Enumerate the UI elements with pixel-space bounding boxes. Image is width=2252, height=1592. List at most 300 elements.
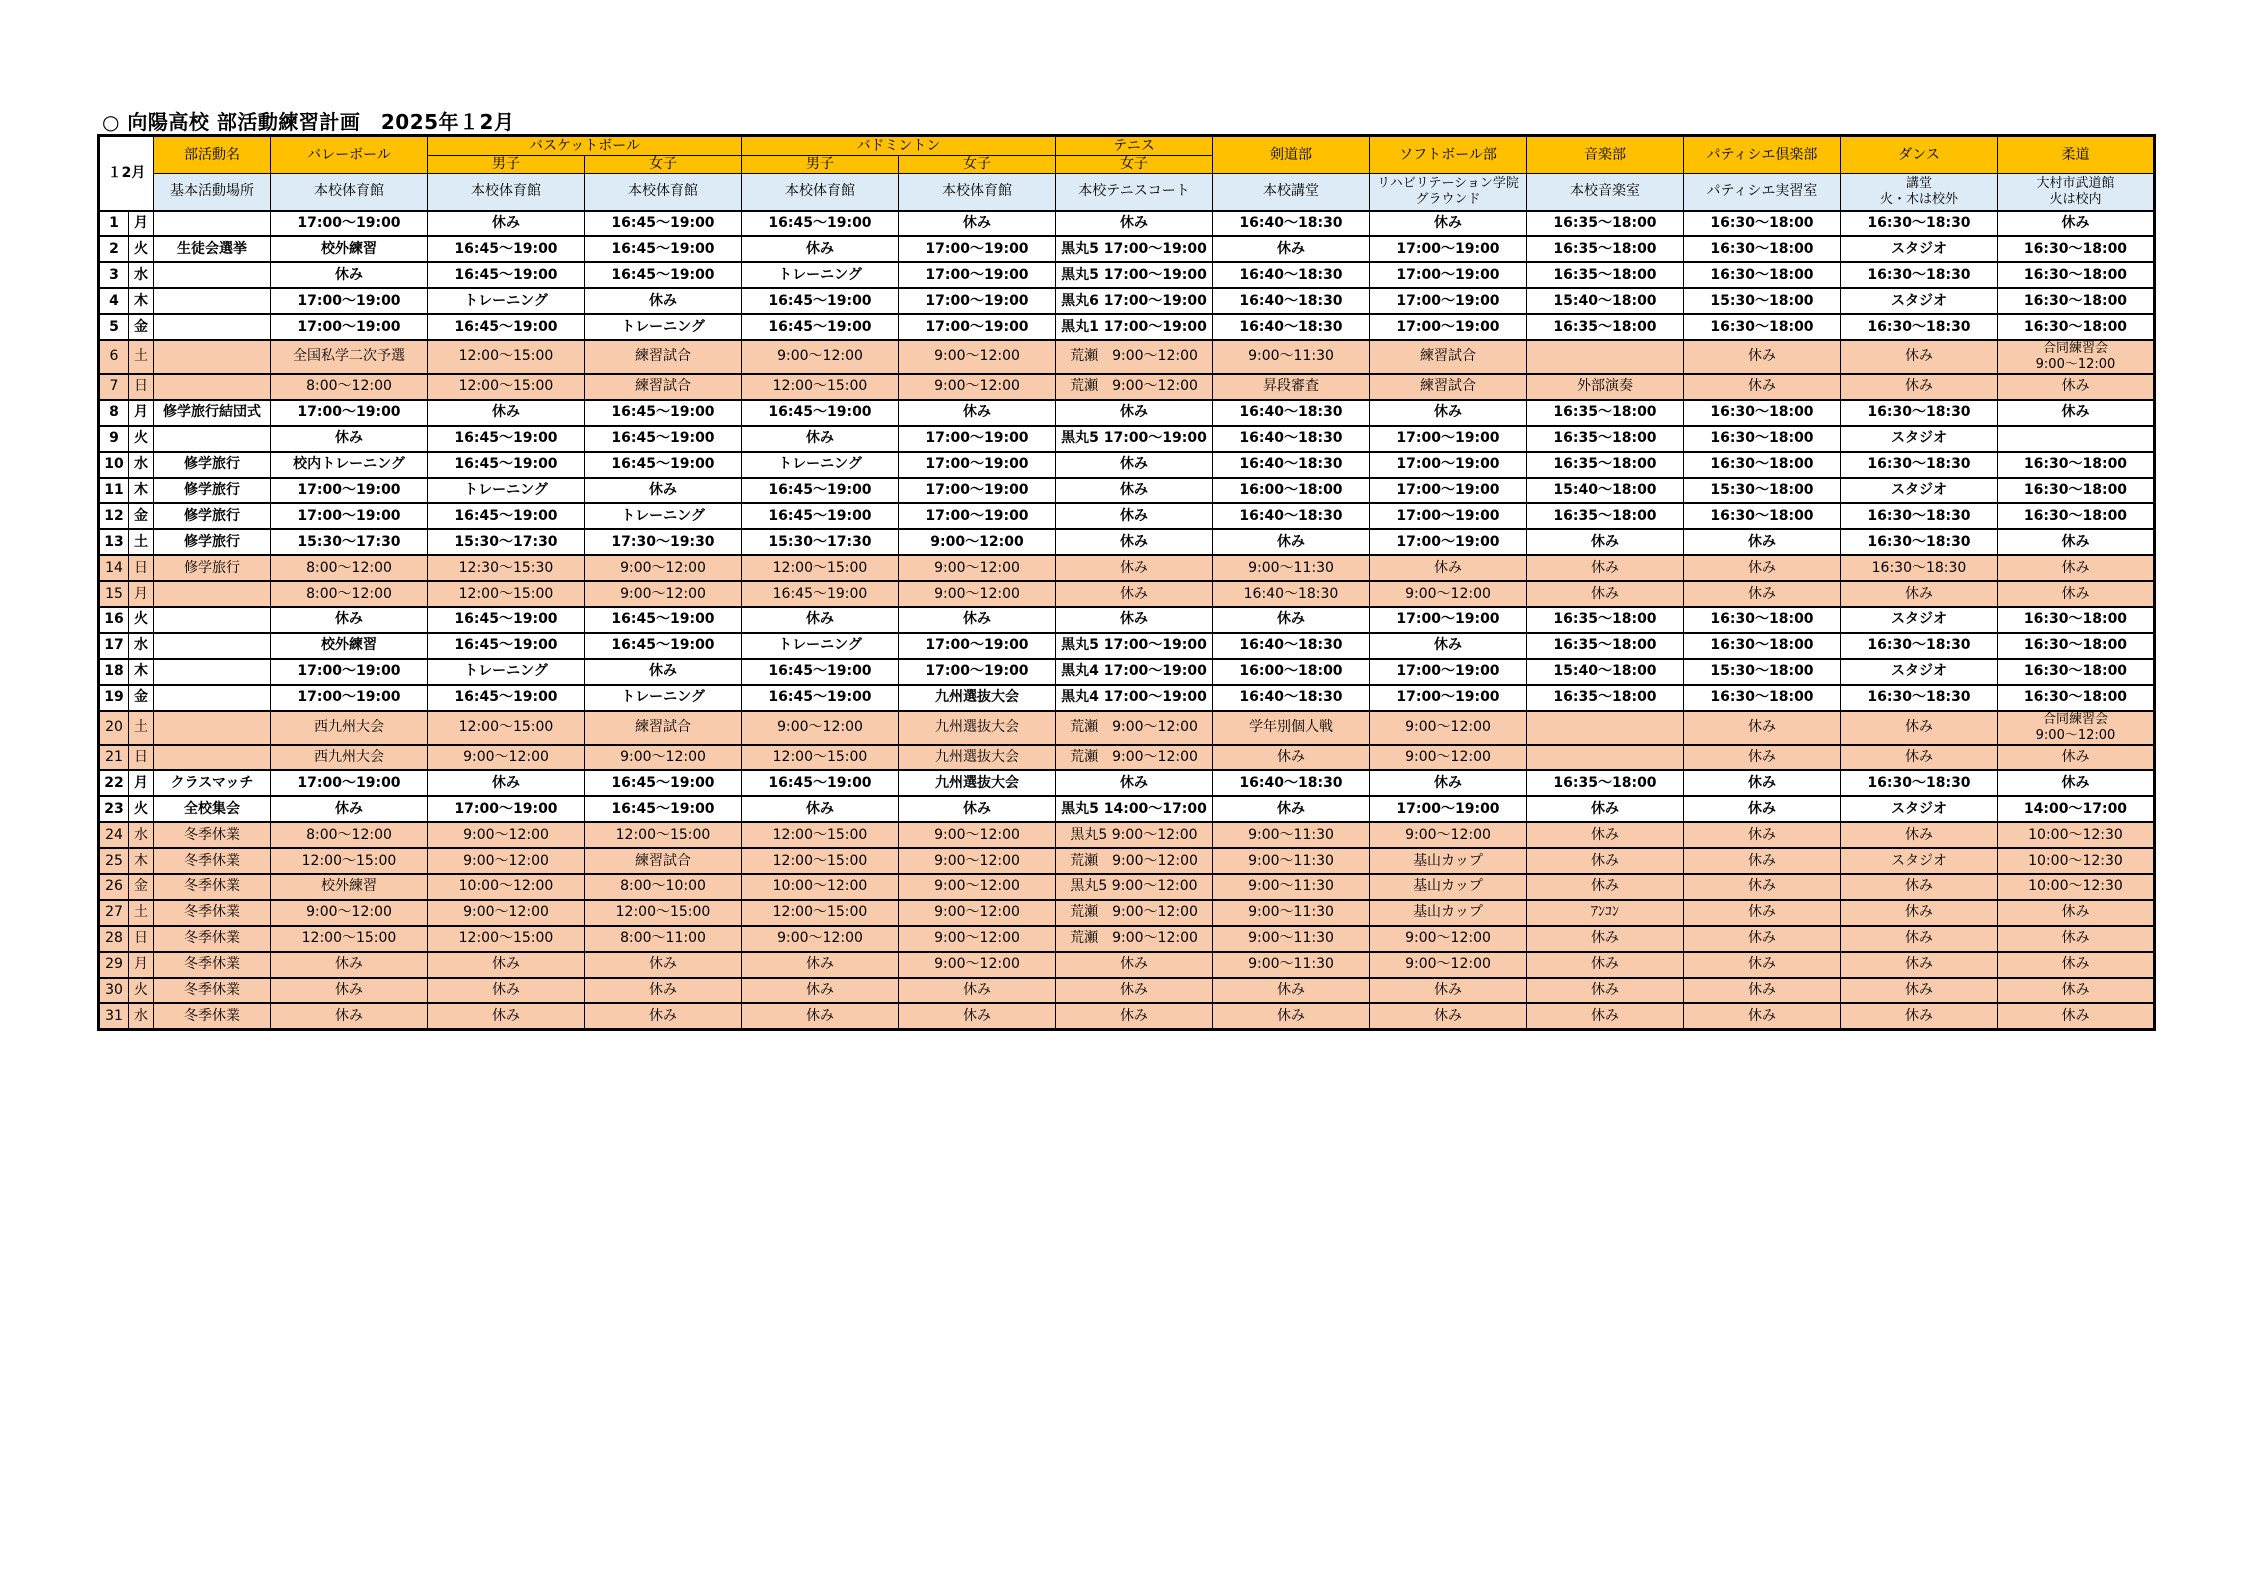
basketball-girls-cell: 16:45～19:00: [585, 211, 742, 237]
softball-cell: 9:00～12:00: [1370, 745, 1527, 771]
place-patissier: パティシエ実習室: [1684, 174, 1841, 211]
day-number: 8: [99, 400, 129, 426]
day-number: 19: [99, 685, 129, 711]
tennis-cell: 休み: [1056, 581, 1213, 607]
school-event: 全校集会: [154, 796, 271, 822]
basketball-boys-cell: 16:45～19:00: [428, 452, 585, 478]
badminton-boys-cell: 12:00～15:00: [742, 900, 899, 926]
table-row: [99, 400, 2155, 426]
patissier-cell: 休み: [1684, 926, 1841, 952]
dance-cell: 16:30～18:30: [1841, 529, 1998, 555]
kendo-cell: 16:40～18:30: [1213, 426, 1370, 452]
table-row: [99, 745, 2155, 771]
volleyball-cell: 校外練習: [271, 633, 428, 659]
music-cell: 16:35～18:00: [1527, 685, 1684, 711]
kendo-cell: 16:40～18:30: [1213, 685, 1370, 711]
judo-cell: 休み: [1998, 926, 2155, 952]
music-cell: 16:35～18:00: [1527, 770, 1684, 796]
volleyball-cell: 17:00～19:00: [271, 314, 428, 340]
weekday: 日: [129, 926, 154, 952]
badminton-girls-cell: 九州選抜大会: [899, 685, 1056, 711]
dance-header: ダンス: [1841, 136, 1998, 174]
badminton-girls-cell: 九州選抜大会: [899, 711, 1056, 745]
music-cell: 休み: [1527, 822, 1684, 848]
music-cell: 16:35～18:00: [1527, 262, 1684, 288]
school-event: 修学旅行結団式: [154, 400, 271, 426]
kendo-cell: 16:00～18:00: [1213, 659, 1370, 685]
day-number: 17: [99, 633, 129, 659]
day-number: 7: [99, 374, 129, 400]
judo-cell: 16:30～18:00: [1998, 452, 2155, 478]
patissier-cell: 16:30～18:00: [1684, 314, 1841, 340]
music-cell: 休み: [1527, 848, 1684, 874]
softball-cell: 休み: [1370, 633, 1527, 659]
basketball-girls-header: 女子: [585, 156, 742, 174]
tennis-cell: 黒丸5 14:00～17:00: [1056, 796, 1213, 822]
patissier-cell: 16:30～18:00: [1684, 633, 1841, 659]
table-row: [99, 314, 2155, 340]
badminton-girls-header: 女子: [899, 156, 1056, 174]
table-row: [99, 659, 2155, 685]
badminton-boys-cell: 12:00～15:00: [742, 848, 899, 874]
table-row: [99, 874, 2155, 900]
basketball-girls-cell: 9:00～12:00: [585, 581, 742, 607]
kendo-cell: 9:00～11:30: [1213, 900, 1370, 926]
badminton-girls-cell: 9:00～12:00: [899, 822, 1056, 848]
basketball-boys-cell: 休み: [428, 211, 585, 237]
kendo-cell: 16:40～18:30: [1213, 262, 1370, 288]
table-row: [99, 952, 2155, 978]
softball-cell: 練習試合: [1370, 340, 1527, 374]
badminton-girls-cell: 9:00～12:00: [899, 926, 1056, 952]
basketball-boys-cell: 9:00～12:00: [428, 900, 585, 926]
basketball-girls-cell: 17:30～19:30: [585, 529, 742, 555]
basketball-boys-cell: 休み: [428, 978, 585, 1004]
place-tennis: 本校テニスコート: [1056, 174, 1213, 211]
badminton-girls-cell: 17:00～19:00: [899, 503, 1056, 529]
badminton-girls-cell: 9:00～12:00: [899, 374, 1056, 400]
judo-cell: 休み: [1998, 529, 2155, 555]
softball-cell: 17:00～19:00: [1370, 452, 1527, 478]
patissier-cell: 休み: [1684, 581, 1841, 607]
weekday: 土: [129, 711, 154, 745]
softball-cell: 17:00～19:00: [1370, 478, 1527, 504]
table-row: [99, 900, 2155, 926]
badminton-boys-header: 男子: [742, 156, 899, 174]
patissier-cell: 16:30～18:00: [1684, 211, 1841, 237]
badminton-girls-cell: 17:00～19:00: [899, 426, 1056, 452]
judo-cell: 10:00～12:30: [1998, 822, 2155, 848]
judo-cell: 休み: [1998, 374, 2155, 400]
badminton-girls-cell: 9:00～12:00: [899, 581, 1056, 607]
dance-cell: 休み: [1841, 711, 1998, 745]
softball-cell: 9:00～12:00: [1370, 952, 1527, 978]
dance-cell: 16:30～18:30: [1841, 770, 1998, 796]
basketball-boys-cell: 16:45～19:00: [428, 262, 585, 288]
patissier-cell: 休み: [1684, 374, 1841, 400]
judo-cell: 休み: [1998, 770, 2155, 796]
badminton-girls-cell: 休み: [899, 400, 1056, 426]
basketball-girls-cell: 練習試合: [585, 711, 742, 745]
badminton-girls-cell: 休み: [899, 978, 1056, 1004]
softball-cell: 基山カップ: [1370, 848, 1527, 874]
weekday: 火: [129, 426, 154, 452]
basketball-girls-cell: 練習試合: [585, 340, 742, 374]
patissier-cell: 休み: [1684, 900, 1841, 926]
patissier-cell: 15:30～18:00: [1684, 478, 1841, 504]
day-number: 24: [99, 822, 129, 848]
weekday: 土: [129, 529, 154, 555]
judo-cell: [1998, 711, 2155, 745]
place-dance: [1841, 174, 1998, 211]
badminton-boys-cell: 9:00～12:00: [742, 711, 899, 745]
place-volleyball: 本校体育館: [271, 174, 428, 211]
school-event: クラスマッチ: [154, 770, 271, 796]
school-event: 冬季休業: [154, 952, 271, 978]
tennis-cell: 休み: [1056, 607, 1213, 633]
table-row: [99, 685, 2155, 711]
music-cell: 休み: [1527, 581, 1684, 607]
badminton-boys-cell: 休み: [742, 952, 899, 978]
judo-cell: 休み: [1998, 211, 2155, 237]
patissier-cell: 休み: [1684, 796, 1841, 822]
kendo-cell: 休み: [1213, 607, 1370, 633]
basketball-boys-cell: 休み: [428, 770, 585, 796]
basketball-boys-cell: 16:45～19:00: [428, 633, 585, 659]
table-row: [99, 822, 2155, 848]
volleyball-cell: 休み: [271, 796, 428, 822]
badminton-boys-cell: 16:45～19:00: [742, 581, 899, 607]
weekday: 水: [129, 262, 154, 288]
tennis-cell: 黒丸5 9:00～12:00: [1056, 822, 1213, 848]
weekday: 金: [129, 503, 154, 529]
weekday: 土: [129, 900, 154, 926]
place-label: 基本活動場所: [154, 174, 271, 211]
music-cell: 15:40～18:00: [1527, 288, 1684, 314]
tennis-cell: 休み: [1056, 555, 1213, 581]
judo-cell: [1998, 340, 2155, 374]
badminton-girls-cell: 17:00～19:00: [899, 262, 1056, 288]
softball-cell: 基山カップ: [1370, 900, 1527, 926]
badminton-boys-cell: 16:45～19:00: [742, 478, 899, 504]
school-event: 修学旅行: [154, 555, 271, 581]
music-cell: 休み: [1527, 796, 1684, 822]
basketball-girls-cell: 休み: [585, 478, 742, 504]
kendo-cell: 16:40～18:30: [1213, 400, 1370, 426]
weekday: 火: [129, 236, 154, 262]
day-number: 22: [99, 770, 129, 796]
softball-cell: 休み: [1370, 1003, 1527, 1029]
music-cell: 休み: [1527, 978, 1684, 1004]
music-cell: 16:35～18:00: [1527, 236, 1684, 262]
tennis-cell: 黒丸5 17:00～19:00: [1056, 236, 1213, 262]
tennis-cell: 荒瀬 9:00～12:00: [1056, 926, 1213, 952]
weekday: 日: [129, 555, 154, 581]
volleyball-cell: 休み: [271, 952, 428, 978]
badminton-boys-cell: 16:45～19:00: [742, 685, 899, 711]
patissier-cell: 休み: [1684, 340, 1841, 374]
judo-cell: 16:30～18:00: [1998, 262, 2155, 288]
day-number: 27: [99, 900, 129, 926]
badminton-boys-cell: トレーニング: [742, 262, 899, 288]
music-cell: 休み: [1527, 952, 1684, 978]
school-event: 修学旅行: [154, 529, 271, 555]
table-row: [99, 211, 2155, 237]
badminton-girls-cell: 9:00～12:00: [899, 952, 1056, 978]
softball-cell: 休み: [1370, 400, 1527, 426]
tennis-cell: 荒瀬 9:00～12:00: [1056, 711, 1213, 745]
volleyball-cell: 休み: [271, 1003, 428, 1029]
table-row: [99, 848, 2155, 874]
badminton-boys-cell: 休み: [742, 426, 899, 452]
softball-cell: 9:00～12:00: [1370, 822, 1527, 848]
basketball-boys-cell: 12:00～15:00: [428, 711, 585, 745]
patissier-cell: 休み: [1684, 874, 1841, 900]
dance-cell: スタジオ: [1841, 796, 1998, 822]
tennis-cell: 休み: [1056, 400, 1213, 426]
tennis-cell: 荒瀬 9:00～12:00: [1056, 374, 1213, 400]
softball-cell: 17:00～19:00: [1370, 236, 1527, 262]
school-event: [154, 211, 271, 237]
school-event: [154, 607, 271, 633]
badminton-boys-cell: 休み: [742, 796, 899, 822]
patissier-cell: 16:30～18:00: [1684, 400, 1841, 426]
patissier-cell: 休み: [1684, 952, 1841, 978]
dance-cell: スタジオ: [1841, 236, 1998, 262]
basketball-girls-cell: 16:45～19:00: [585, 262, 742, 288]
schedule-body: [99, 211, 2155, 1030]
patissier-cell: 休み: [1684, 822, 1841, 848]
badminton-boys-cell: 9:00～12:00: [742, 926, 899, 952]
badminton-boys-cell: トレーニング: [742, 452, 899, 478]
badminton-boys-cell: 休み: [742, 978, 899, 1004]
basketball-boys-cell: 16:45～19:00: [428, 236, 585, 262]
day-number: 26: [99, 874, 129, 900]
judo-cell: 16:30～18:00: [1998, 607, 2155, 633]
badminton-boys-cell: 12:00～15:00: [742, 374, 899, 400]
badminton-girls-cell: 九州選抜大会: [899, 745, 1056, 771]
basketball-boys-cell: 12:00～15:00: [428, 340, 585, 374]
basketball-girls-cell: 休み: [585, 952, 742, 978]
school-event: 修学旅行: [154, 478, 271, 504]
day-number: 3: [99, 262, 129, 288]
school-event: [154, 659, 271, 685]
volleyball-cell: 8:00～12:00: [271, 581, 428, 607]
badminton-boys-cell: トレーニング: [742, 633, 899, 659]
volleyball-cell: 17:00～19:00: [271, 478, 428, 504]
tennis-cell: 休み: [1056, 503, 1213, 529]
music-cell: 休み: [1527, 926, 1684, 952]
volleyball-header: バレーボール: [271, 136, 428, 174]
volleyball-cell: 17:00～19:00: [271, 770, 428, 796]
music-cell: 休み: [1527, 555, 1684, 581]
day-number: 15: [99, 581, 129, 607]
basketball-girls-cell: 休み: [585, 1003, 742, 1029]
basketball-boys-cell: 9:00～12:00: [428, 822, 585, 848]
day-number: 28: [99, 926, 129, 952]
basketball-boys-cell: 16:45～19:00: [428, 314, 585, 340]
school-event: 冬季休業: [154, 874, 271, 900]
day-number: 16: [99, 607, 129, 633]
badminton-girls-cell: 17:00～19:00: [899, 478, 1056, 504]
weekday: 水: [129, 633, 154, 659]
softball-cell: 17:00～19:00: [1370, 314, 1527, 340]
weekday: 日: [129, 745, 154, 771]
judo-cell: 16:30～18:00: [1998, 288, 2155, 314]
kendo-header: 剣道部: [1213, 136, 1370, 174]
dance-cell: 休み: [1841, 926, 1998, 952]
music-cell: 休み: [1527, 874, 1684, 900]
badminton-girls-cell: 休み: [899, 796, 1056, 822]
place-judo-line1: 大村市武道館: [2036, 175, 2115, 191]
patissier-cell: 16:30～18:00: [1684, 262, 1841, 288]
badminton-girls-cell: 9:00～12:00: [899, 874, 1056, 900]
judo-cell: 16:30～18:00: [1998, 503, 2155, 529]
table-row: [99, 374, 2155, 400]
day-number: 14: [99, 555, 129, 581]
kendo-cell: 16:40～18:30: [1213, 452, 1370, 478]
badminton-boys-cell: 15:30～17:30: [742, 529, 899, 555]
schedule-table: [97, 134, 2156, 1031]
table-row: [99, 426, 2155, 452]
weekday: 木: [129, 478, 154, 504]
dance-cell: 16:30～18:30: [1841, 685, 1998, 711]
day-number: 4: [99, 288, 129, 314]
basketball-girls-cell: 16:45～19:00: [585, 796, 742, 822]
music-cell: [1527, 745, 1684, 771]
kendo-cell: 9:00～11:30: [1213, 952, 1370, 978]
dance-cell: 16:30～18:30: [1841, 400, 1998, 426]
school-event: 冬季休業: [154, 848, 271, 874]
softball-cell: 17:00～19:00: [1370, 262, 1527, 288]
table-row: [99, 262, 2155, 288]
softball-cell: 練習試合: [1370, 374, 1527, 400]
school-event: [154, 685, 271, 711]
tennis-cell: 荒瀬 9:00～12:00: [1056, 848, 1213, 874]
badminton-boys-cell: 12:00～15:00: [742, 822, 899, 848]
badminton-girls-cell: 9:00～12:00: [899, 340, 1056, 374]
day-number: 23: [99, 796, 129, 822]
dance-cell: 休み: [1841, 581, 1998, 607]
patissier-cell: 休み: [1684, 745, 1841, 771]
dance-cell: 休み: [1841, 374, 1998, 400]
table-row: [99, 503, 2155, 529]
judo-cell-line: 9:00～12:00: [2035, 727, 2116, 743]
tennis-cell: 黒丸5 17:00～19:00: [1056, 426, 1213, 452]
table-row: [99, 711, 2155, 745]
judo-cell: 10:00～12:30: [1998, 848, 2155, 874]
patissier-cell: 休み: [1684, 848, 1841, 874]
school-event: 修学旅行: [154, 503, 271, 529]
kendo-cell: 9:00～11:30: [1213, 555, 1370, 581]
patissier-cell: 休み: [1684, 978, 1841, 1004]
music-cell: 16:35～18:00: [1527, 607, 1684, 633]
music-cell: 16:35～18:00: [1527, 400, 1684, 426]
dance-cell: スタジオ: [1841, 607, 1998, 633]
patissier-cell: 16:30～18:00: [1684, 426, 1841, 452]
basketball-girls-cell: トレーニング: [585, 685, 742, 711]
dance-cell: 休み: [1841, 822, 1998, 848]
patissier-cell: 休み: [1684, 770, 1841, 796]
day-number: 6: [99, 340, 129, 374]
music-cell: 15:40～18:00: [1527, 659, 1684, 685]
weekday: 水: [129, 1003, 154, 1029]
badminton-boys-cell: 16:45～19:00: [742, 400, 899, 426]
tennis-cell: 黒丸5 9:00～12:00: [1056, 874, 1213, 900]
badminton-girls-cell: 休み: [899, 607, 1056, 633]
basketball-girls-cell: トレーニング: [585, 314, 742, 340]
music-cell: 16:35～18:00: [1527, 211, 1684, 237]
badminton-boys-cell: 16:45～19:00: [742, 211, 899, 237]
dance-cell: 16:30～18:30: [1841, 262, 1998, 288]
dance-cell: 休み: [1841, 978, 1998, 1004]
dance-cell: 休み: [1841, 1003, 1998, 1029]
tennis-girls-header: 女子: [1056, 156, 1213, 174]
badminton-boys-cell: 10:00～12:00: [742, 874, 899, 900]
dance-cell: 休み: [1841, 874, 1998, 900]
weekday: 月: [129, 400, 154, 426]
tennis-cell: 休み: [1056, 952, 1213, 978]
table-row: [99, 452, 2155, 478]
music-cell: 16:35～18:00: [1527, 503, 1684, 529]
day-number: 20: [99, 711, 129, 745]
basketball-girls-cell: 練習試合: [585, 848, 742, 874]
volleyball-cell: 12:00～15:00: [271, 926, 428, 952]
basketball-boys-cell: 休み: [428, 952, 585, 978]
weekday: 火: [129, 607, 154, 633]
basketball-girls-cell: 16:45～19:00: [585, 400, 742, 426]
basketball-girls-cell: 9:00～12:00: [585, 745, 742, 771]
music-cell: 休み: [1527, 1003, 1684, 1029]
table-row: [99, 633, 2155, 659]
place-judo: [1998, 174, 2155, 211]
tennis-cell: 休み: [1056, 478, 1213, 504]
volleyball-cell: 休み: [271, 262, 428, 288]
volleyball-cell: 西九州大会: [271, 745, 428, 771]
kendo-cell: 昇段審査: [1213, 374, 1370, 400]
tennis-cell: 休み: [1056, 1003, 1213, 1029]
judo-cell: 16:30～18:00: [1998, 478, 2155, 504]
kendo-cell: 9:00～11:30: [1213, 874, 1370, 900]
judo-cell: 16:30～18:00: [1998, 685, 2155, 711]
dance-cell: スタジオ: [1841, 426, 1998, 452]
patissier-cell: 休み: [1684, 555, 1841, 581]
weekday: 月: [129, 211, 154, 237]
basketball-boys-cell: 休み: [428, 1003, 585, 1029]
badminton-girls-cell: 17:00～19:00: [899, 452, 1056, 478]
basketball-boys-cell: 9:00～12:00: [428, 745, 585, 771]
judo-cell: 16:30～18:00: [1998, 236, 2155, 262]
school-event: 冬季休業: [154, 822, 271, 848]
school-event: [154, 262, 271, 288]
weekday: 月: [129, 581, 154, 607]
place-basketball-boys: 本校体育館: [428, 174, 585, 211]
weekday: 水: [129, 452, 154, 478]
basketball-boys-cell: 休み: [428, 400, 585, 426]
school-event: [154, 711, 271, 745]
weekday: 金: [129, 685, 154, 711]
tennis-cell: 黒丸1 17:00～19:00: [1056, 314, 1213, 340]
badminton-girls-cell: 九州選抜大会: [899, 770, 1056, 796]
judo-cell-line: 合同練習会: [2042, 711, 2108, 727]
basketball-girls-cell: 16:45～19:00: [585, 426, 742, 452]
patissier-cell: 16:30～18:00: [1684, 685, 1841, 711]
music-cell: 16:35～18:00: [1527, 633, 1684, 659]
kendo-cell: 16:40～18:30: [1213, 211, 1370, 237]
kendo-cell: 9:00～11:30: [1213, 340, 1370, 374]
day-number: 9: [99, 426, 129, 452]
school-event: 冬季休業: [154, 978, 271, 1004]
